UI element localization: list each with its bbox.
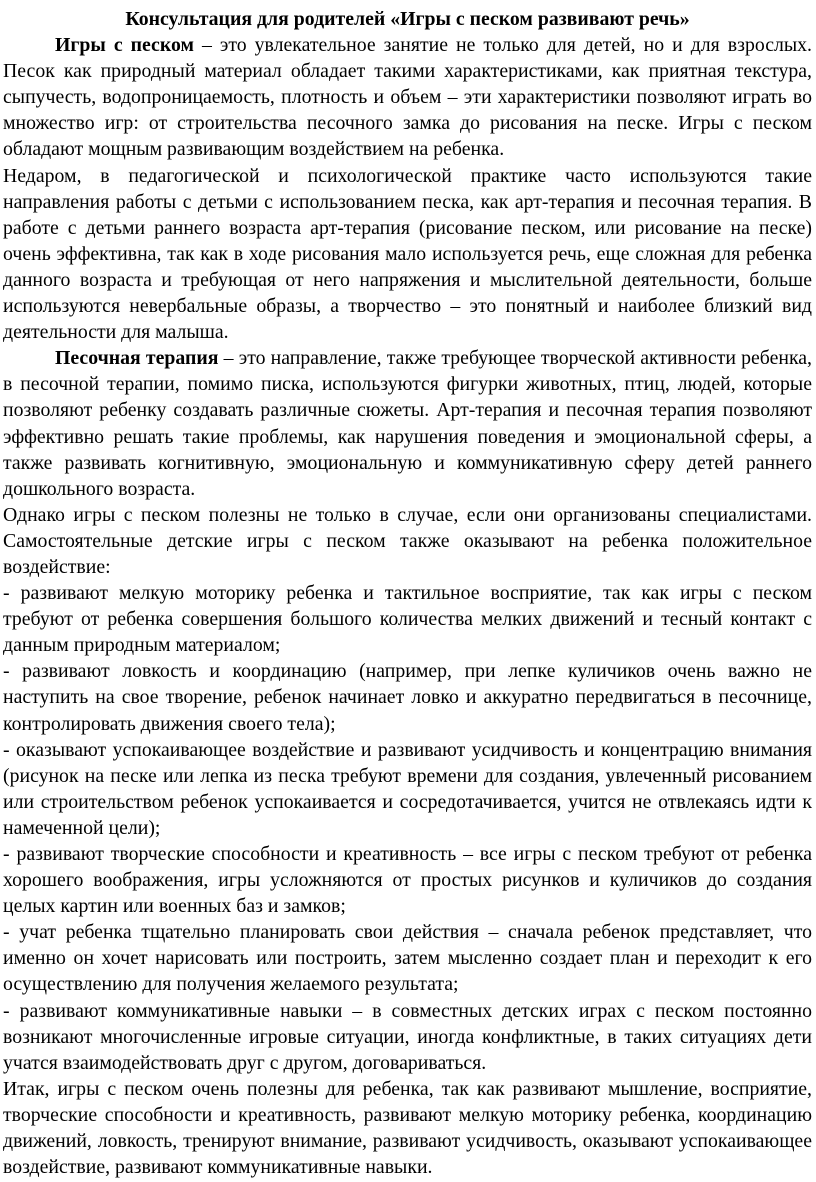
paragraph-conclusion: Итак, игры с песком очень полезны для ребенка, так как развивают мышление, восприятие, творческие способности и креативность, развивают мелкую моторику ребенка, координацию движений, ловкость, тренируют внимание, развивают усидчивость, оказывают успокаивающее воздействие, развивают коммуникативные навыки. bbox=[3, 1077, 812, 1179]
paragraph-independent-games: Однако игры с песком полезны не только в случае, если они организованы специалистами. Самостоятельные детские игры с песком также оказывают на ребенка положительное воздействие: bbox=[3, 503, 812, 578]
paragraph-art-therapy: Недаром, в педагогической и психологической практике часто используются такие направления работы с детьми с использованием песка, как арт-терапия и песочная терапия. В работе с детьми раннего возраста арт-терапия (рисование песком, или рисование на песке) очень эффективна, так как в ходе рисования мало используется речь, еще сложная для ребенка данного возраста и требующая от него напряжения и мыслительной деятельности, больше используются невербальные образы, а творчество – это понятный и наиболее близкий вид деятельности для малыша. bbox=[3, 164, 812, 344]
paragraph-text-sand-therapy: – это направление, также требующее творческой активности ребенка, в песочной терапии, помимо писка, используются фигурки животных, птиц, людей, которые позволяют ребенку создавать различные сюжеты. Арт-терапия и песочная терапия позволяют эффективно решать такие проблемы, как нарушения поведения и эмоциональной сферы, а также развивать когнитивную, эмоциональную и коммуникативную сферу детей раннего дошкольного возраста. bbox=[3, 347, 812, 500]
paragraph-text-sand-games: – это увлекательное занятие не только для детей, но и для взрослых. Песок как природный материал обладает такими характеристиками, как приятная текстура, сыпучесть, водопроницаемость, плотность и объем – эти характеристики позволяют играть во множество игр: от строительства песочного замка до рисования на песке. Игры с песком обладают мощным развивающим воздействием на ребенка. bbox=[3, 34, 812, 161]
list-item: - развивают мелкую моторику ребенка и тактильное восприятие, так как игры с песком требуют от ребенка совершения большого количества мелких движений и тесный контакт с данным природным материалом; bbox=[3, 582, 812, 657]
paragraph-sand-therapy bbox=[3, 345, 812, 502]
list-item: - оказывают успокаивающее воздействие и развивают усидчивость и концентрацию внимания (рисунок на песке или лепка из песка требуют времени для создания, увлеченный рисованием или строительством ребенок успокаивается и сосредотачивается, учится не отвлекаясь идти к намеченной цели); bbox=[3, 738, 812, 839]
paragraph-lead-sand-therapy: Песочная терапия bbox=[55, 347, 219, 370]
list-item: - развивают творческие способности и креативность – все игры с песком требуют от ребенка хорошего воображения, игры усложняются от простых рисунков и куличиков до создания целых картин или военных баз и замков; bbox=[3, 843, 812, 918]
list-item: - развивают ловкость и координацию (например, при лепке куличиков очень важно не наступить на свое творение, ребенок начинает ловко и аккуратно передвигаться в песочнице, контролировать движения своего тела); bbox=[3, 660, 812, 735]
paragraph-sand-games bbox=[3, 32, 812, 162]
document-title: Консультация для родителей «Игры с песком развивают речь» bbox=[125, 8, 690, 30]
paragraph-lead-sand-games: Игры с песком bbox=[55, 34, 194, 57]
list-item: - развивают коммуникативные навыки – в совместных детских играх с песком постоянно возникают многочисленные игровые ситуации, иногда конфликтные, в таких ситуациях дети учатся взаимодействовать друг с другом, договариваться. bbox=[3, 999, 812, 1074]
list-item: - учат ребенка тщательно планировать свои действия – сначала ребенок представляет, что именно он хочет нарисовать или построить, затем мысленно создает план и переходит к его осуществлению для получения желаемого результата; bbox=[3, 921, 812, 996]
